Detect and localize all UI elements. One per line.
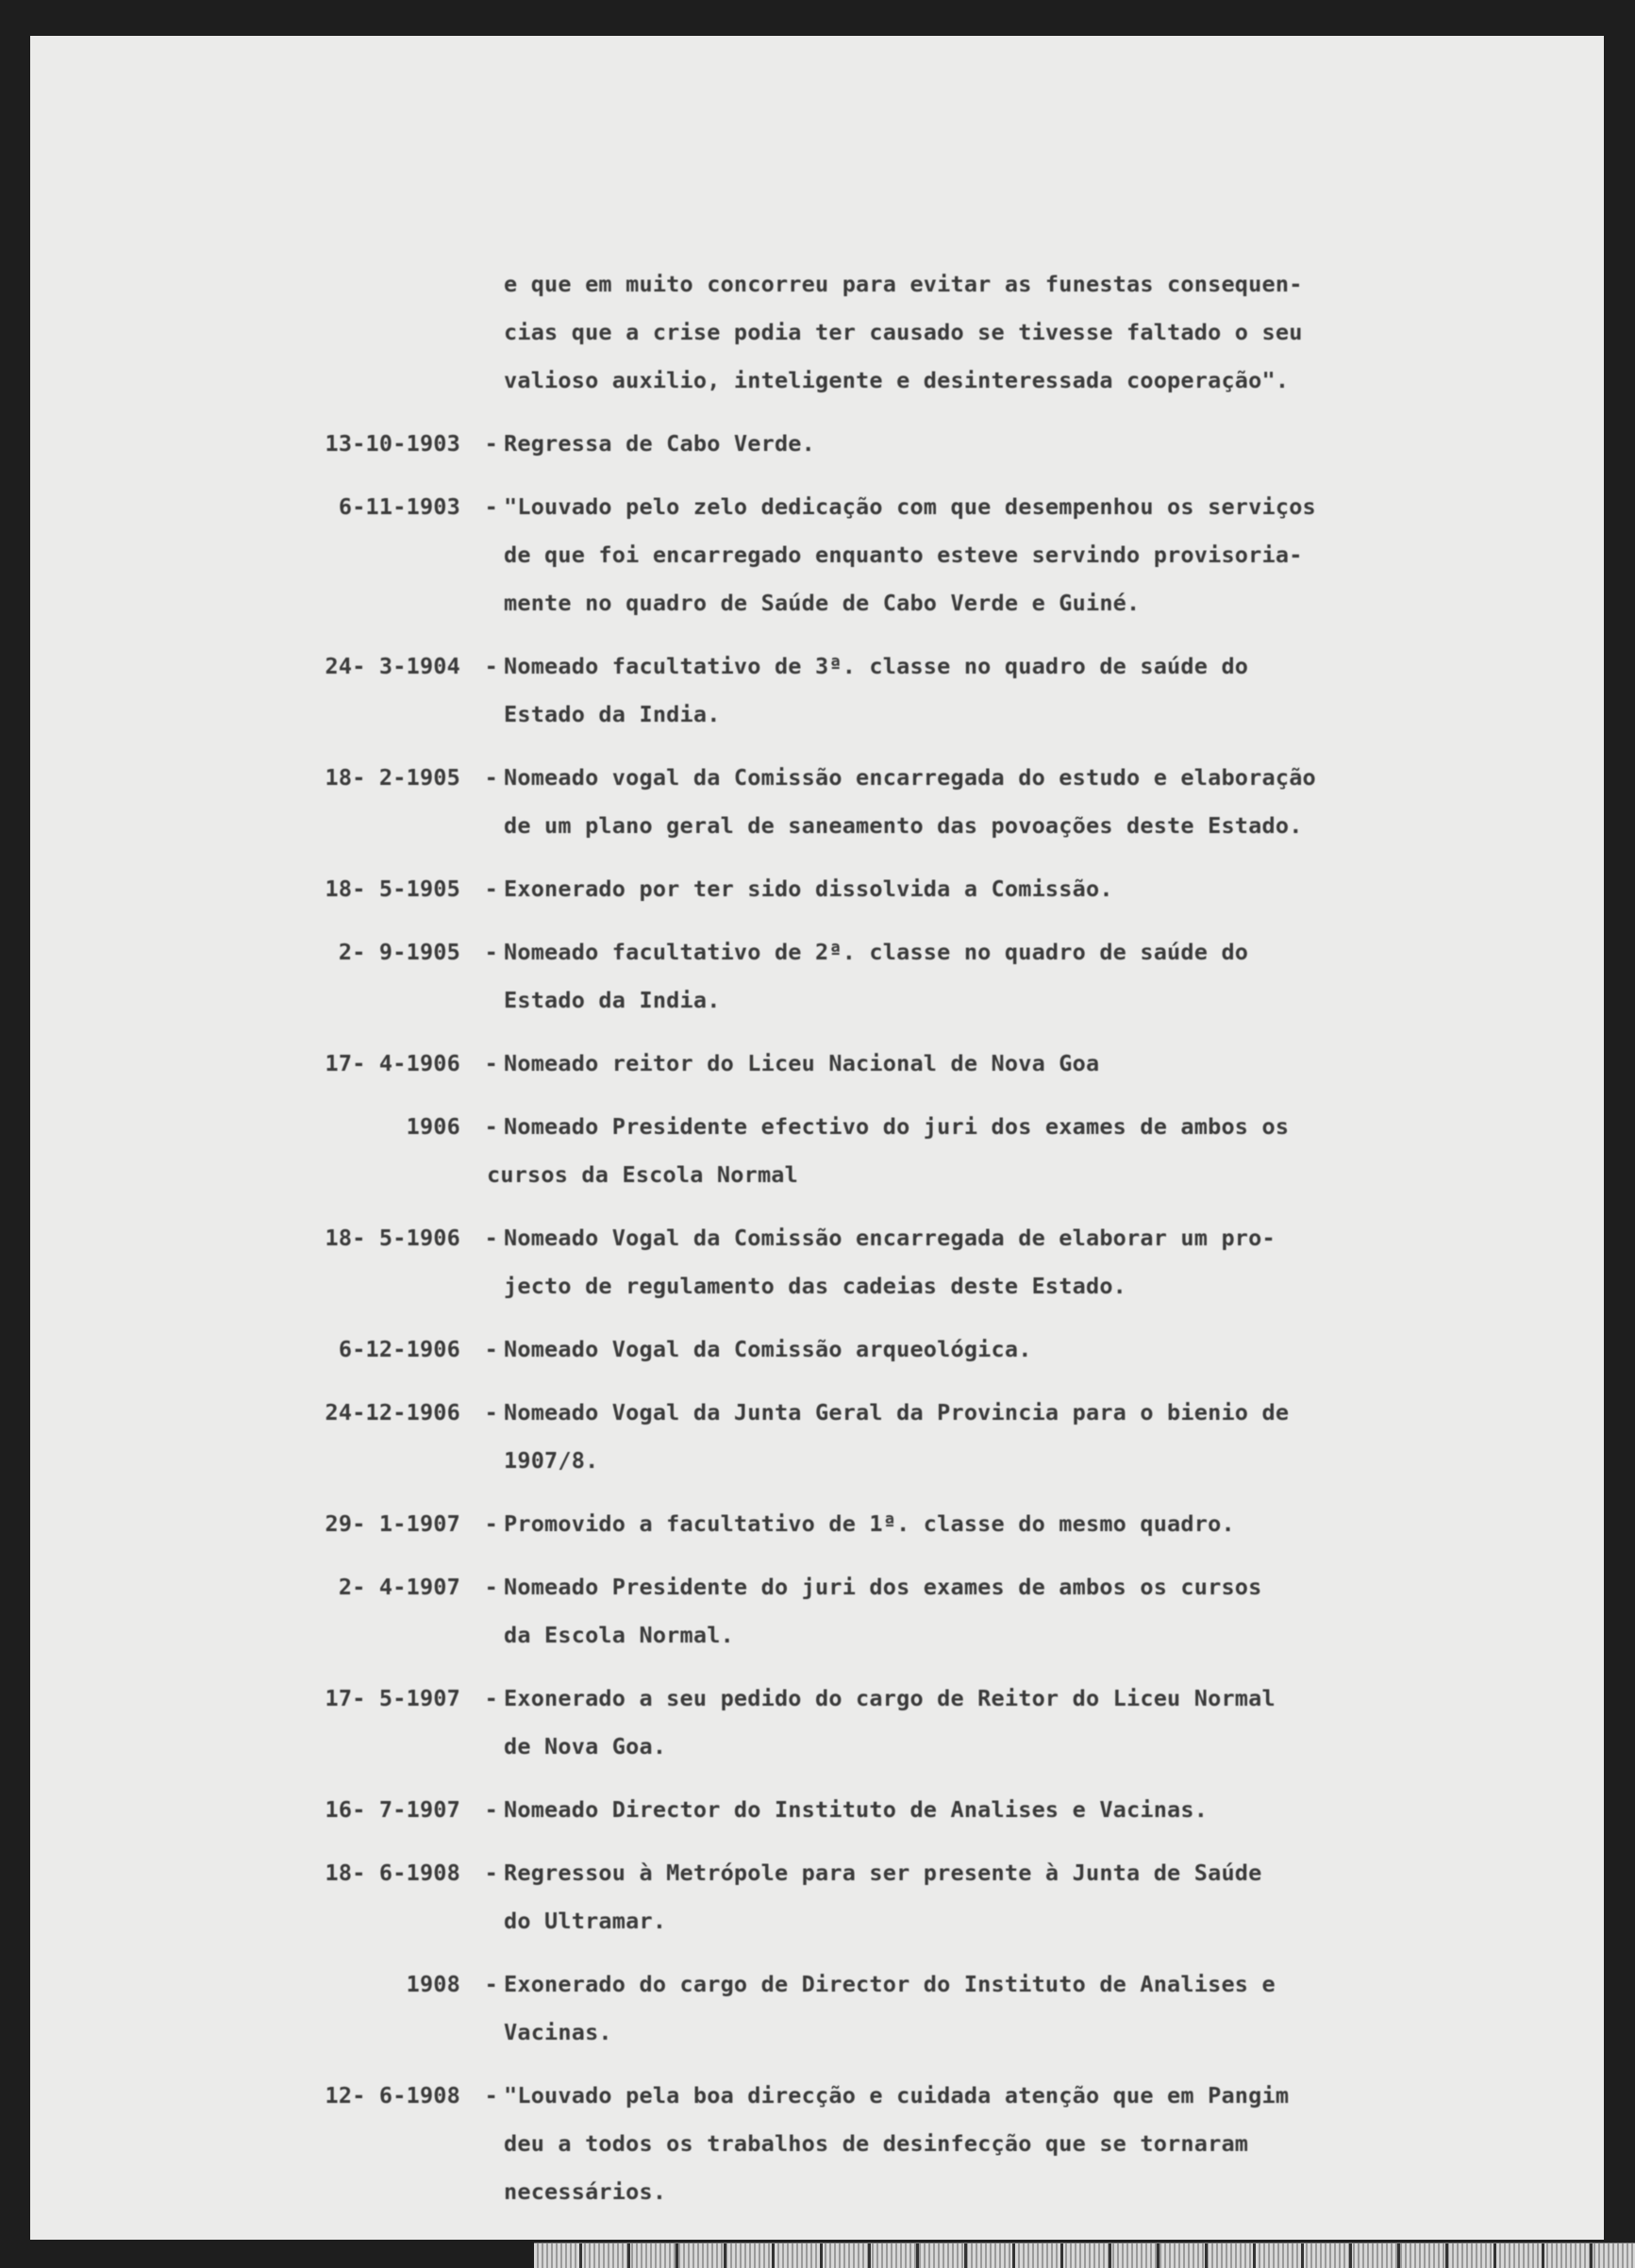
entry-text [504,1849,1570,1945]
entry-dash: - [484,653,498,679]
entry-line: "Louvado pelo zelo dedicação com que desempenhou os serviços [504,493,1316,520]
record-entry [30,865,1604,913]
entry-date: 24-12-1906 [325,1399,460,1426]
scan-ruler [534,2243,1635,2268]
entry-text [504,1500,1570,1548]
entry-line: de um plano geral de saneamento das povoações deste Estado. [504,812,1303,839]
entry-text [504,642,1570,739]
entry-text [504,865,1570,913]
entry-dash: - [484,764,498,791]
record-entry [30,420,1604,468]
entry-date: 2- 4-1907 [338,1574,460,1600]
entry-date: 12- 6-1908 [325,2082,460,2109]
entry-date: 18- 2-1905 [325,764,460,791]
entry-dash: - [484,1336,498,1362]
entry-dash: - [484,2082,498,2109]
entry-text [504,1326,1570,1374]
entry-text [504,1960,1570,2057]
entry-line: Nomeado Presidente efectivo do juri dos exames de ambos os [504,1113,1290,1140]
entry-date: 18- 6-1908 [325,1859,460,1886]
entry-line: Exonerado a seu pedido do cargo de Reitor do Liceu Normal [504,1685,1276,1711]
entry-text [504,1786,1570,1834]
entry-dash: - [484,1225,498,1251]
entry-line: Nomeado Vogal da Comissão encarregada de elaborar um pro- [504,1225,1276,1251]
record-entry [30,1849,1604,1945]
entry-date: 1908 [406,1971,460,1997]
entry-text [504,483,1570,627]
entry-line: 1907/8. [504,1447,599,1474]
entry-text [504,928,1570,1025]
entry-date: 29- 1-1907 [325,1510,460,1537]
continuation-line: valioso auxilio, inteligente e desinteressada cooperação". [504,367,1290,393]
record-entry [30,1675,1604,1771]
entry-line: Nomeado reitor do Liceu Nacional de Nova Goa [504,1050,1100,1076]
entry-date: 1906 [406,1113,460,1140]
entry-line: Nomeado Presidente do juri dos exames de ambos os cursos [504,1574,1262,1600]
entry-text [504,754,1570,850]
entry-dash: - [484,876,498,902]
document-page [30,36,1604,2240]
entry-date: 6-12-1906 [338,1336,460,1362]
entry-text [504,1389,1570,1485]
record-entry [30,2072,1604,2216]
entry-dash: - [484,493,498,520]
entry-text [487,1103,1570,1199]
entry-line: do Ultramar. [504,1908,667,1934]
entry-text [504,1040,1570,1088]
entry-dash: - [484,1113,498,1140]
entry-date: 17- 5-1907 [325,1685,460,1711]
entry-dash: - [484,1971,498,1997]
entry-date: 6-11-1903 [338,493,460,520]
entry-line: Nomeado vogal da Comissão encarregada do estudo e elaboração [504,764,1316,791]
continuation-line: cias que a crise podia ter causado se tivesse faltado o seu [504,319,1303,345]
record-entry [30,1563,1604,1659]
entry-line: Estado da India. [504,701,721,727]
entry-dash: - [484,1796,498,1823]
record-entry [30,1500,1604,1548]
entry-line: Regressou à Metrópole para ser presente à Junta de Saúde [504,1859,1262,1886]
record-entry [30,754,1604,850]
entry-text [504,1214,1570,1310]
entry-line: Estado da India. [504,987,721,1013]
entry-date: 16- 7-1907 [325,1796,460,1823]
record-entry [30,1326,1604,1374]
entry-date: 18- 5-1906 [325,1225,460,1251]
entry-dash: - [484,1685,498,1711]
record-entry [30,928,1604,1025]
entry-line: Nomeado Director do Instituto de Analises e Vacinas. [504,1796,1209,1823]
entry-dash: - [484,1050,498,1076]
entry-line: Nomeado facultativo de 3ª. classe no quadro de saúde do [504,653,1249,679]
entry-line: cursos da Escola Normal [487,1161,799,1188]
entry-date: 24- 3-1904 [325,653,460,679]
entry-line: deu a todos os trabalhos de desinfecção que se tornaram [504,2130,1249,2157]
entry-line: necessários. [504,2178,667,2205]
entry-dash: - [484,1510,498,1537]
entry-line: Exonerado do cargo de Director do Instituto de Analises e [504,1971,1276,1997]
record-entry [30,1214,1604,1310]
record-entry [30,1389,1604,1485]
record-entry [30,1040,1604,1088]
entry-text [504,1675,1570,1771]
record-entry [30,1103,1604,1199]
entry-line: "Louvado pela boa direcção e cuidada atenção que em Pangim [504,2082,1290,2109]
record-entry [30,483,1604,627]
entry-text [504,420,1570,468]
record-entry [30,1960,1604,2057]
entry-dash: - [484,1574,498,1600]
continuation-line: e que em muito concorreu para evitar as funestas consequen- [504,271,1303,297]
entry-dash: - [484,939,498,965]
record-entry [30,642,1604,739]
entry-line: Promovido a facultativo de 1ª. classe do mesmo quadro. [504,1510,1235,1537]
entry-date: 2- 9-1905 [338,939,460,965]
entry-date: 18- 5-1905 [325,876,460,902]
entry-line: mente no quadro de Saúde de Cabo Verde e Guiné. [504,590,1141,616]
entry-line: de Nova Goa. [504,1733,667,1759]
entry-line: de que foi encarregado enquanto esteve servindo provisoria- [504,542,1303,568]
entry-line: Vacinas. [504,2019,612,2045]
entry-text [504,2072,1570,2216]
entry-date: 17- 4-1906 [325,1050,460,1076]
entry-line: da Escola Normal. [504,1622,734,1648]
record-entry [30,1786,1604,1834]
entry-line: Regressa de Cabo Verde. [504,430,816,457]
entry-line: Exonerado por ter sido dissolvida a Comissão. [504,876,1113,902]
entry-dash: - [484,430,498,457]
entry-date: 13-10-1903 [325,430,460,457]
entry-line: jecto de regulamento das cadeias deste Estado. [504,1273,1127,1299]
entry-line: Nomeado Vogal da Junta Geral da Provincia para o bienio de [504,1399,1290,1426]
entry-dash: - [484,1399,498,1426]
entry-line: Nomeado Vogal da Comissão arqueológica. [504,1336,1032,1362]
entry-text [504,1563,1570,1659]
continuation-paragraph [30,260,1604,405]
entry-dash: - [484,1859,498,1886]
continuation-text [504,260,1570,405]
service-record [30,260,1604,2231]
entry-line: Nomeado facultativo de 2ª. classe no quadro de saúde do [504,939,1249,965]
